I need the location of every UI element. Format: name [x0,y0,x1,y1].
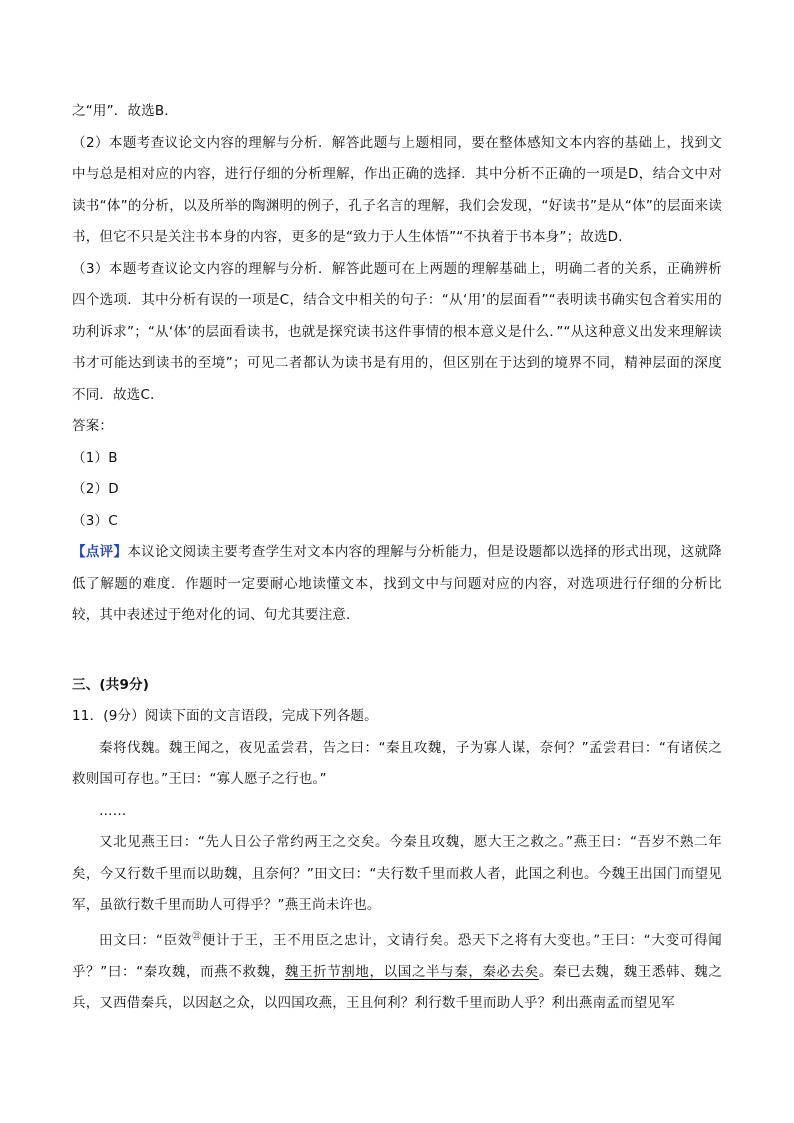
answer-1: （1）B [72,449,118,466]
document-page [72,96,722,1020]
underlined-sentence: 魏王折节割地，以国之半与秦，秦必去矣 [284,963,539,980]
question-stem: 11．(9分）阅读下面的文言语段，完成下列各题。 [72,708,378,724]
comment-tag: 【点评】 [72,544,128,560]
passage-paragraph-2: 又北见燕王曰：“先人日公子常约两王之交矣。今秦且攻魏，愿大王之救之。”燕王曰：“吾岁不熟二年矣，今又行数千里而以助魏，且奈何？”田文曰：“夫行数千里而救人者，此国之利也。今魏王出国门而望见军，虽欲行数千里而助人可得乎？”燕王尚未许也。 [72,834,722,913]
passage-3-part-b: 便计于王，王不用臣之忠计，文请行矣。恐天下之将有大变也。”王曰：“大变可得闻乎？”曰：“秦攻魏，而燕不救魏， [72,932,722,980]
analysis-line-b: 之“用”．故选B． [72,103,179,119]
answers-label: 答案： [72,418,114,434]
answer-2: （2）D [72,481,119,497]
section-heading: 三、(共9分) [72,676,150,693]
passage-ellipsis: …… [99,802,127,819]
comment-paragraph [72,537,722,632]
passage-paragraph-3 [72,922,722,1020]
footnote-marker: ㉑ [192,931,202,942]
analysis-q2: （2）本题考查议论文内容的理解与分析．解答此题与上题相同，要在整体感知文本内容的基础上，找到文中与总是相对应的内容，进行仔细的分析理解，作出正确的选择．其中分析不正确的一项是D，结合文中对读书“体”的分析，以及所举的陶渊明的例子，孔子名言的理解，我们会发现，“好读书”是从“体”的层面来读书，但它不只是关注书本身的内容，更多的是“致力于人生体悟”“不执着于书本身”；故选D． [72,134,722,245]
passage-3-part-c: 。秦已去魏，魏王悉韩、魏之兵，又西借秦兵，以因赵之众，以四国攻燕，王且何利？利行数千里而助人乎？利出燕南孟而望见军 [72,963,723,1011]
answer-3: （3）C [72,512,118,529]
passage-paragraph-1: 秦将伐魏。魏王闻之，夜见孟尝君，告之曰：“秦且攻魏，子为寡人谋，奈何？”孟尝君曰：“有诸侯之救则国可存也。”王曰：“寡人愿子之行也。” [72,739,722,787]
passage-3-part-a: 田文曰：“臣效 [99,932,193,948]
analysis-q3: （3）本题考查议论文内容的理解与分析．解答此题可在上两题的理解基础上，明确二者的关系，正确辨析四个选项．其中分析有误的一项是C，结合文中相关的句子：“从‘用’的层面看”“表明读书确实包含着实用的功利诉求”；“从‘体’的层面看读书，也就是探究读书这件事情的根本意义是什么．”“从这种意义出发来理解读书才可能达到读书的至境”；可见二者都认为读书是有用的，但区别在于达到的境界不同，精神层面的深度不同．故选C． [72,260,722,403]
comment-text: 本议论文阅读主要考查学生对文本内容的理解与分析能力，但是设题都以选择的形式出现，这就降低了解题的难度．作题时一定要耐心地读懂文本，找到文中与问题对应的内容，对选项进行仔细的分析比较，其中表述过于绝对化的词、句尤其要注意． [72,544,722,623]
